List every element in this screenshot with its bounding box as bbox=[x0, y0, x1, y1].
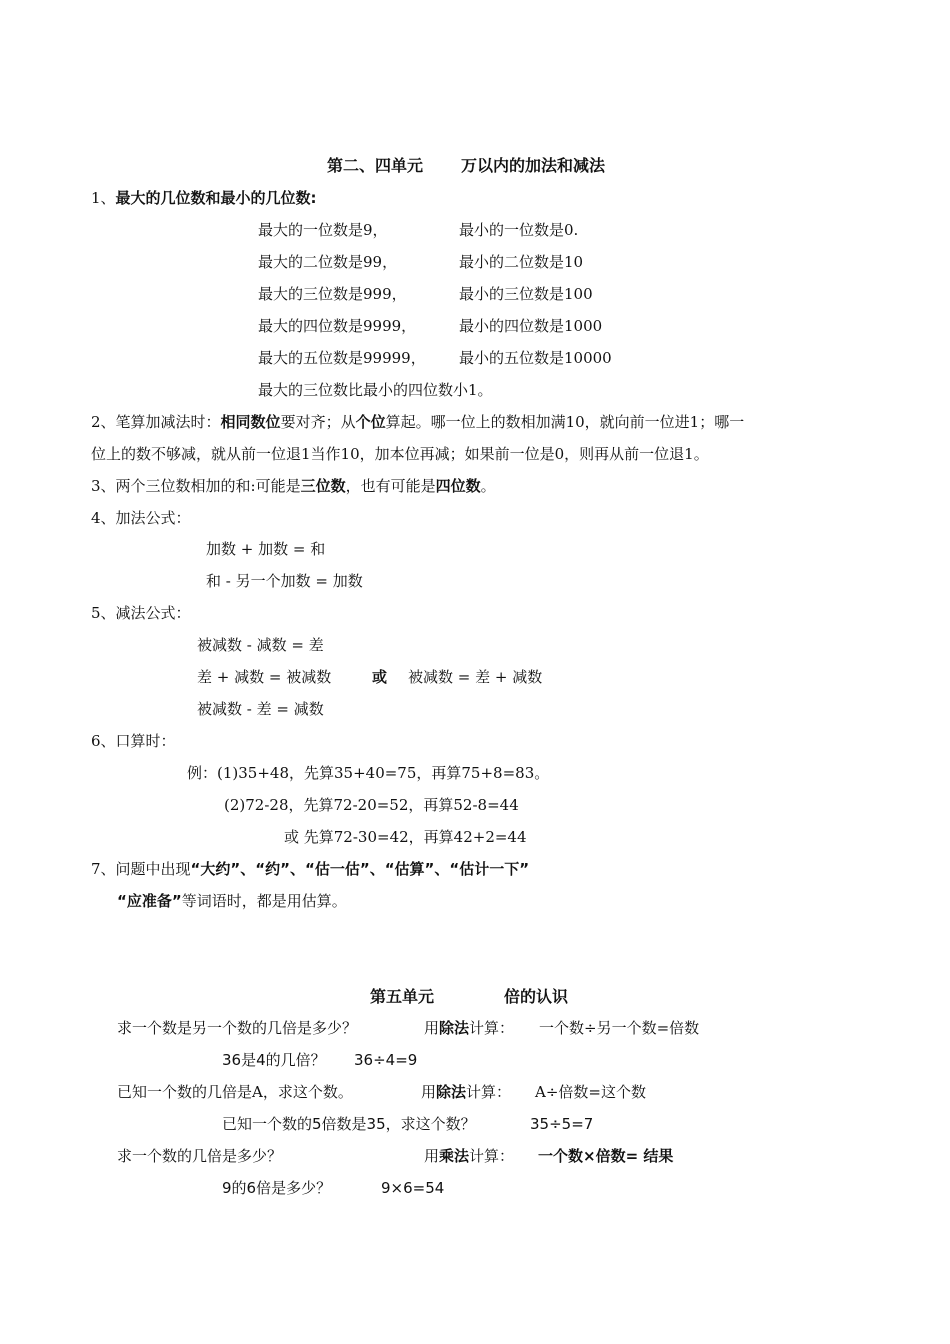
s1-row-max: 最大的一位数是9， bbox=[258, 221, 388, 239]
u5-r1-method bbox=[424, 1018, 514, 1038]
u5-text: 计算： bbox=[466, 1083, 512, 1101]
s3-line bbox=[91, 476, 496, 496]
s5-formula-2b: 被减数 = 差 + 减数 bbox=[408, 668, 543, 686]
u5-r3-example-q: 9的6倍是多少？ bbox=[222, 1179, 332, 1197]
s2-bold-ones: 个位 bbox=[355, 413, 386, 431]
s3-bold-four-digit: 四位数 bbox=[435, 477, 481, 495]
s1-note: 最大的三位数比最小的四位数小1。 bbox=[258, 381, 493, 399]
s7-bold-words: “大约”、“约”、“估一估”、“估算”、“估计一下” bbox=[190, 860, 530, 878]
u5-r3-formula: 一个数×倍数= 结果 bbox=[538, 1147, 674, 1165]
s7-line2 bbox=[117, 891, 347, 911]
s4-formula-1: 加数 + 加数 = 和 bbox=[206, 540, 326, 558]
s7-text: 7、问题中出现 bbox=[91, 860, 191, 878]
s3-text: 3、两个三位数相加的和:可能是 bbox=[91, 477, 301, 495]
u5-r3-method bbox=[424, 1146, 514, 1166]
s1-row-min: 最小的二位数是10 bbox=[459, 253, 584, 271]
unit5-title-b: 倍的认识 bbox=[504, 987, 569, 1006]
u5-r2-question: 已知一个数的几倍是A，求这个数。 bbox=[117, 1083, 353, 1101]
s7-line1 bbox=[91, 859, 529, 879]
s1-row-max: 最大的五位数是99999， bbox=[258, 349, 426, 367]
s1-row-min: 最小的五位数是10000 bbox=[459, 349, 612, 367]
s3-text: ，也有可能是 bbox=[345, 477, 436, 495]
s2-text: 要对齐；从 bbox=[280, 413, 356, 431]
u5-r3-example-a: 9×6=54 bbox=[381, 1179, 445, 1197]
s2-text: 2、笔算加减法时： bbox=[91, 413, 221, 431]
unit24-title-b: 万以内的加法和减法 bbox=[461, 156, 606, 175]
u5-r1-example-q: 36是4的几倍？ bbox=[222, 1051, 326, 1069]
s5-formula-2a: 差 + 减数 = 被减数 bbox=[197, 668, 332, 686]
s1-row-max: 最大的三位数是999， bbox=[258, 285, 407, 303]
u5-r2-op: 除法 bbox=[436, 1083, 467, 1101]
s5-formula-3: 被减数 - 差 = 减数 bbox=[197, 700, 324, 718]
s6-example-1: 例：(1)35+48，先算35+40=75，再算75+8=83。 bbox=[187, 764, 550, 782]
s5-or: 或 bbox=[372, 668, 388, 686]
u5-text: 用 bbox=[424, 1147, 440, 1165]
u5-r2-example-a: 35÷5=7 bbox=[530, 1115, 594, 1133]
s1-row-max: 最大的二位数是99， bbox=[258, 253, 398, 271]
u5-r1-question: 求一个数是另一个数的几倍是多少？ bbox=[117, 1019, 358, 1037]
s7-bold-prepare: “应准备” bbox=[117, 892, 182, 910]
u5-text: 计算： bbox=[469, 1019, 515, 1037]
s6-heading: 6、口算时： bbox=[91, 732, 176, 750]
s6-example-2: (2)72-28，先算72-20=52，再算52-8=44 bbox=[224, 796, 519, 814]
s4-heading: 4、加法公式： bbox=[91, 509, 191, 527]
u5-text: 用 bbox=[424, 1019, 440, 1037]
u5-text: 计算： bbox=[469, 1147, 515, 1165]
s1-row-min: 最小的四位数是1000 bbox=[459, 317, 603, 335]
s7-text: 等词语时，都是用估算。 bbox=[181, 892, 347, 910]
u5-r1-op: 除法 bbox=[439, 1019, 470, 1037]
s3-bold-three-digit: 三位数 bbox=[300, 477, 346, 495]
unit5-title bbox=[370, 987, 568, 1007]
u5-r1-formula: 一个数÷另一个数=倍数 bbox=[539, 1019, 700, 1037]
s2-line2: 位上的数不够减，就从前一位退1当作10，加本位再减；如果前一位是0，则再从前一位退1。 bbox=[91, 445, 709, 463]
u5-r2-example-q: 已知一个数的5倍数是35，求这个数？ bbox=[222, 1115, 476, 1133]
s1-row-min: 最小的一位数是0. bbox=[459, 221, 579, 239]
s1-num: 1、 bbox=[91, 189, 116, 207]
s1-row-min: 最小的三位数是100 bbox=[459, 285, 593, 303]
u5-r1-example-a: 36÷4=9 bbox=[354, 1051, 418, 1069]
s1-heading: 最大的几位数和最小的几位数: bbox=[115, 189, 317, 207]
s5-heading: 5、减法公式： bbox=[91, 604, 191, 622]
u5-r3-question: 求一个数的几倍是多少？ bbox=[117, 1147, 283, 1165]
u5-r2-formula: A÷倍数=这个数 bbox=[535, 1083, 646, 1101]
s1-heading-line bbox=[91, 188, 317, 208]
s3-text: 。 bbox=[480, 477, 496, 495]
s6-example-3: 或 先算72-30=42，再算42+2=44 bbox=[284, 828, 527, 846]
s2-text: 算起。哪一位上的数相加满10，就向前一位进1；哪一 bbox=[385, 413, 745, 431]
unit24-title-a: 第二、四单元 bbox=[327, 156, 424, 175]
u5-text: 用 bbox=[421, 1083, 437, 1101]
s1-row-max: 最大的四位数是9999， bbox=[258, 317, 417, 335]
s5-formula-1: 被减数 - 减数 = 差 bbox=[197, 636, 324, 654]
u5-r2-method bbox=[421, 1082, 511, 1102]
unit5-title-a: 第五单元 bbox=[370, 987, 435, 1006]
s2-line1 bbox=[91, 412, 744, 432]
unit24-title bbox=[327, 156, 605, 176]
u5-r3-op: 乘法 bbox=[439, 1147, 470, 1165]
s2-bold-same-digit: 相同数位 bbox=[220, 413, 281, 431]
s4-formula-2: 和 - 另一个加数 = 加数 bbox=[206, 572, 363, 590]
